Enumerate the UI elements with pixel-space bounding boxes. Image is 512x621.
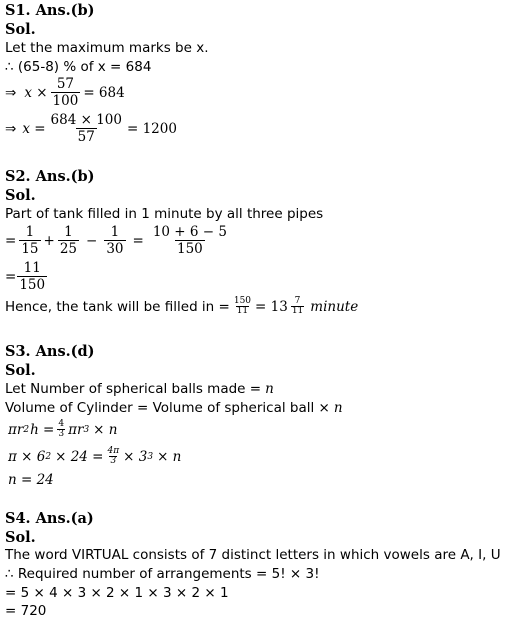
s4-line-1: The word VIRTUAL consists of 7 distinct letters in which vowels are A, I, U: [5, 547, 501, 563]
fraction: $\frac{150}{11}$: [233, 296, 252, 317]
fraction: $\frac{57}{100}$: [52, 76, 79, 110]
s1-sol-label: Sol.: [5, 21, 36, 38]
s2-answer-heading: S2. Ans.(b): [5, 168, 95, 185]
s3-line-2: Volume of Cylinder = Volume of spherical ball × n: [5, 400, 343, 416]
s3-equation-2: π × 6 2 × 24 = $\frac{4\pi}{3}$ × 3 3 × n: [8, 446, 182, 467]
s2-sol-label: Sol.: [5, 187, 36, 204]
fraction: $\frac{10 + 6 - 5}{150}$: [152, 224, 227, 258]
s3-equation-3: n = 24: [8, 472, 54, 488]
fraction: $\frac{7}{11}$: [291, 296, 304, 317]
fraction: $\frac{1}{30}$: [106, 224, 124, 258]
s3-answer-heading: S3. Ans.(d): [5, 343, 95, 360]
fraction: $\frac{4}{3}$: [58, 419, 65, 440]
fraction: $\frac{4\pi}{3}$: [107, 446, 120, 467]
s4-sol-label: Sol.: [5, 529, 36, 546]
s3-sol-label: Sol.: [5, 362, 36, 379]
s2-equation-1: = $\frac{1}{15}$ + $\frac{1}{25}$ − $\frac{1}{30}$ = $\frac{10 + 6 - 5}{150}$: [5, 224, 227, 258]
s1-line-2: ∴ (65-8) % of x = 684: [5, 59, 152, 75]
s1-step-1: ⇒ x × $\frac{57}{100}$ = 684: [5, 76, 125, 110]
s2-equation-2: = $\frac{11}{150}$: [5, 260, 46, 294]
s4-line-2: ∴ Required number of arrangements = 5! × 3!: [5, 566, 320, 582]
s3-equation-1: πr 2 h = $\frac{4}{3}$ πr 3 × n: [8, 419, 118, 440]
fraction: $\frac{11}{150}$: [19, 260, 46, 294]
s4-answer-heading: S4. Ans.(a): [5, 510, 94, 527]
s4-line-4: = 720: [5, 603, 47, 619]
s2-line-1: Part of tank filled in 1 minute by all three pipes: [5, 206, 324, 222]
s4-line-3: = 5 × 4 × 3 × 2 × 1 × 3 × 2 × 1: [5, 585, 229, 601]
s3-line-1: Let Number of spherical balls made = n: [5, 381, 274, 397]
fraction: $\frac{684 \times 100}{57}$: [50, 112, 122, 146]
s1-step-2: ⇒ x = $\frac{684 \times 100}{57}$ = 1200: [5, 112, 177, 146]
s2-line-3: Hence, the tank will be filled in = $\frac{150}{11}$ = 13 $\frac{7}{11}$ minute: [5, 296, 359, 317]
fraction: $\frac{1}{25}$: [59, 224, 77, 258]
implies-symbol: ⇒: [5, 84, 17, 101]
implies-symbol: ⇒: [5, 120, 17, 137]
s1-line-1: Let the maximum marks be x.: [5, 40, 209, 56]
s1-answer-heading: S1. Ans.(b): [5, 2, 95, 19]
fraction: $\frac{1}{15}$: [21, 224, 39, 258]
